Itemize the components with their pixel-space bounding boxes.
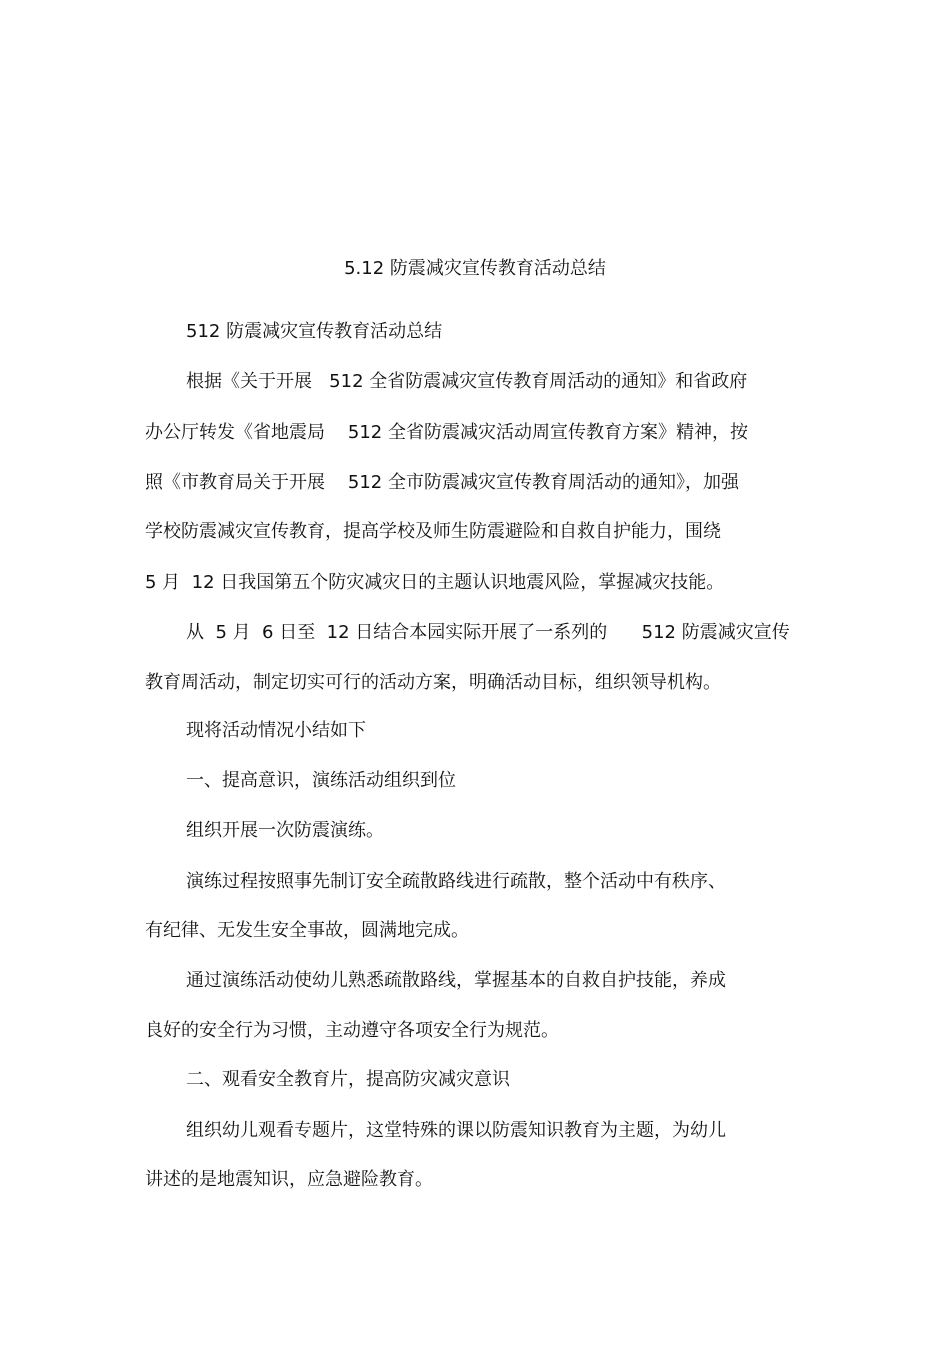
document-title: 5.12 防震减灾宣传教育活动总结 xyxy=(344,258,606,279)
paragraph-line: 教育周活动，制定切实可行的活动方案，明确活动目标，组织领导机构。 xyxy=(145,672,721,693)
paragraph-line: 讲述的是地震知识，应急避险教育。 xyxy=(145,1169,433,1190)
paragraph-line: 有纪律、无发生安全事故，圆满地完成。 xyxy=(145,920,469,941)
paragraph-line: 现将活动情况小结如下 xyxy=(186,720,366,741)
paragraph-line: 良好的安全行为习惯，主动遵守各项安全行为规范。 xyxy=(145,1020,559,1041)
paragraph-line: 根据《关于开展 512 全省防震减灾宣传教育周活动的通知》和省政府 xyxy=(186,371,748,392)
section-heading: 512 防震减灾宣传教育活动总结 xyxy=(186,321,443,342)
section-heading: 一、提高意识，演练活动组织到位 xyxy=(186,770,456,791)
paragraph-line: 通过演练活动使幼儿熟悉疏散路线，掌握基本的自救自护技能，养成 xyxy=(186,970,726,991)
paragraph-line: 组织幼儿观看专题片，这堂特殊的课以防震知识教育为主题，为幼儿 xyxy=(186,1120,726,1141)
paragraph-line: 办公厅转发《省地震局 512 全省防震减灾活动周宣传教育方案》精神，按 xyxy=(145,422,748,443)
paragraph-line: 演练过程按照事先制订安全疏散路线进行疏散，整个活动中有秩序、 xyxy=(186,871,726,892)
paragraph-line: 学校防震减灾宣传教育，提高学校及师生防震避险和自救自护能力，围绕 xyxy=(145,521,721,542)
paragraph-line: 组织开展一次防震演练。 xyxy=(186,820,384,841)
paragraph-line: 照《市教育局关于开展 512 全市防震减灾宣传教育周活动的通知》，加强 xyxy=(145,472,739,493)
paragraph-line: 从 5 月 6 日至 12 日结合本园实际开展了一系列的 512 防震减灾宣传 xyxy=(186,622,790,643)
paragraph-line: 5 月 12 日我国第五个防灾减灾日的主题认识地震风险，掌握减灾技能。 xyxy=(145,572,725,593)
section-heading: 二、观看安全教育片，提高防灾减灾意识 xyxy=(186,1069,510,1090)
